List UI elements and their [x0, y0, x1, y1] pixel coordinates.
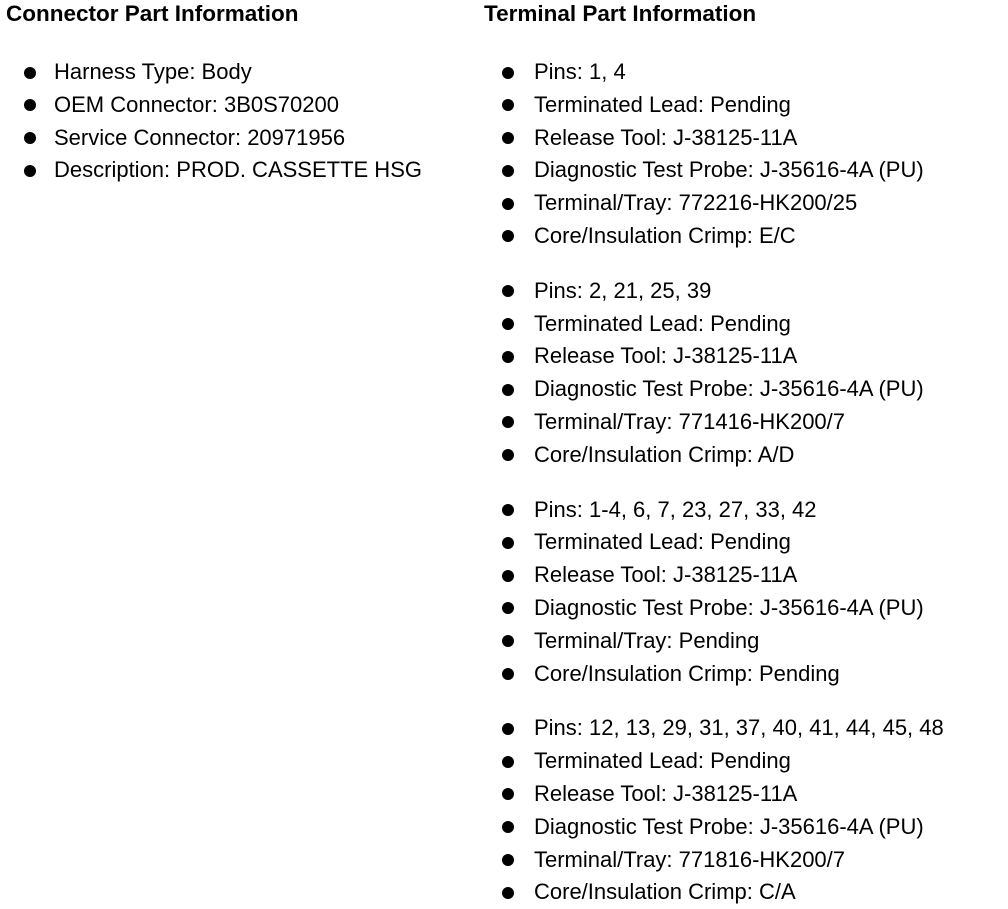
terminal-item-crimp: Core/Insulation Crimp: Pending: [484, 658, 1008, 691]
connector-item-service-connector: Service Connector: 20971956: [6, 122, 476, 155]
terminal-item-test-probe: Diagnostic Test Probe: J-35616-4A (PU): [484, 592, 1008, 625]
terminal-group-4: [484, 712, 1008, 909]
terminal-item-terminal-tray: Terminal/Tray: 771816-HK200/7: [484, 844, 1008, 877]
terminal-item-test-probe: Diagnostic Test Probe: J-35616-4A (PU): [484, 154, 1008, 187]
terminal-item-release-tool: Release Tool: J-38125-11A: [484, 778, 1008, 811]
terminal-group-2: [484, 275, 1008, 472]
terminal-item-terminal-tray: Terminal/Tray: 771416-HK200/7: [484, 406, 1008, 439]
terminal-item-pins: Pins: 12, 13, 29, 31, 37, 40, 41, 44, 45, 48: [484, 712, 1008, 745]
terminal-item-release-tool: Release Tool: J-38125-11A: [484, 340, 1008, 373]
connector-item-harness-type: Harness Type: Body: [6, 56, 476, 89]
terminal-item-test-probe: Diagnostic Test Probe: J-35616-4A (PU): [484, 373, 1008, 406]
terminal-item-terminal-tray: Terminal/Tray: 772216-HK200/25: [484, 187, 1008, 220]
terminal-item-test-probe: Diagnostic Test Probe: J-35616-4A (PU): [484, 811, 1008, 844]
terminal-heading: Terminal Part Information: [484, 1, 757, 26]
terminal-item-terminated-lead: Terminated Lead: Pending: [484, 308, 1008, 341]
terminal-item-pins: Pins: 1, 4: [484, 56, 1008, 89]
terminal-item-terminated-lead: Terminated Lead: Pending: [484, 89, 1008, 122]
connector-heading: Connector Part Information: [6, 1, 299, 26]
terminal-section: [484, 0, 1008, 909]
terminal-item-crimp: Core/Insulation Crimp: E/C: [484, 220, 1008, 253]
terminal-item-crimp: Core/Insulation Crimp: C/A: [484, 876, 1008, 909]
terminal-item-terminal-tray: Terminal/Tray: Pending: [484, 625, 1008, 658]
terminal-item-release-tool: Release Tool: J-38125-11A: [484, 559, 1008, 592]
terminal-group-3: [484, 494, 1008, 691]
terminal-group-1: [484, 56, 1008, 253]
connector-info-list: [6, 56, 476, 187]
terminal-item-crimp: Core/Insulation Crimp: A/D: [484, 439, 1008, 472]
terminal-item-terminated-lead: Terminated Lead: Pending: [484, 745, 1008, 778]
connector-section: [6, 0, 476, 187]
terminal-item-release-tool: Release Tool: J-38125-11A: [484, 122, 1008, 155]
connector-item-oem-connector: OEM Connector: 3B0S70200: [6, 89, 476, 122]
terminal-item-terminated-lead: Terminated Lead: Pending: [484, 526, 1008, 559]
terminal-item-pins: Pins: 1-4, 6, 7, 23, 27, 33, 42: [484, 494, 1008, 527]
terminal-groups: [484, 56, 1008, 909]
connector-item-description: Description: PROD. CASSETTE HSG: [6, 154, 476, 187]
terminal-item-pins: Pins: 2, 21, 25, 39: [484, 275, 1008, 308]
